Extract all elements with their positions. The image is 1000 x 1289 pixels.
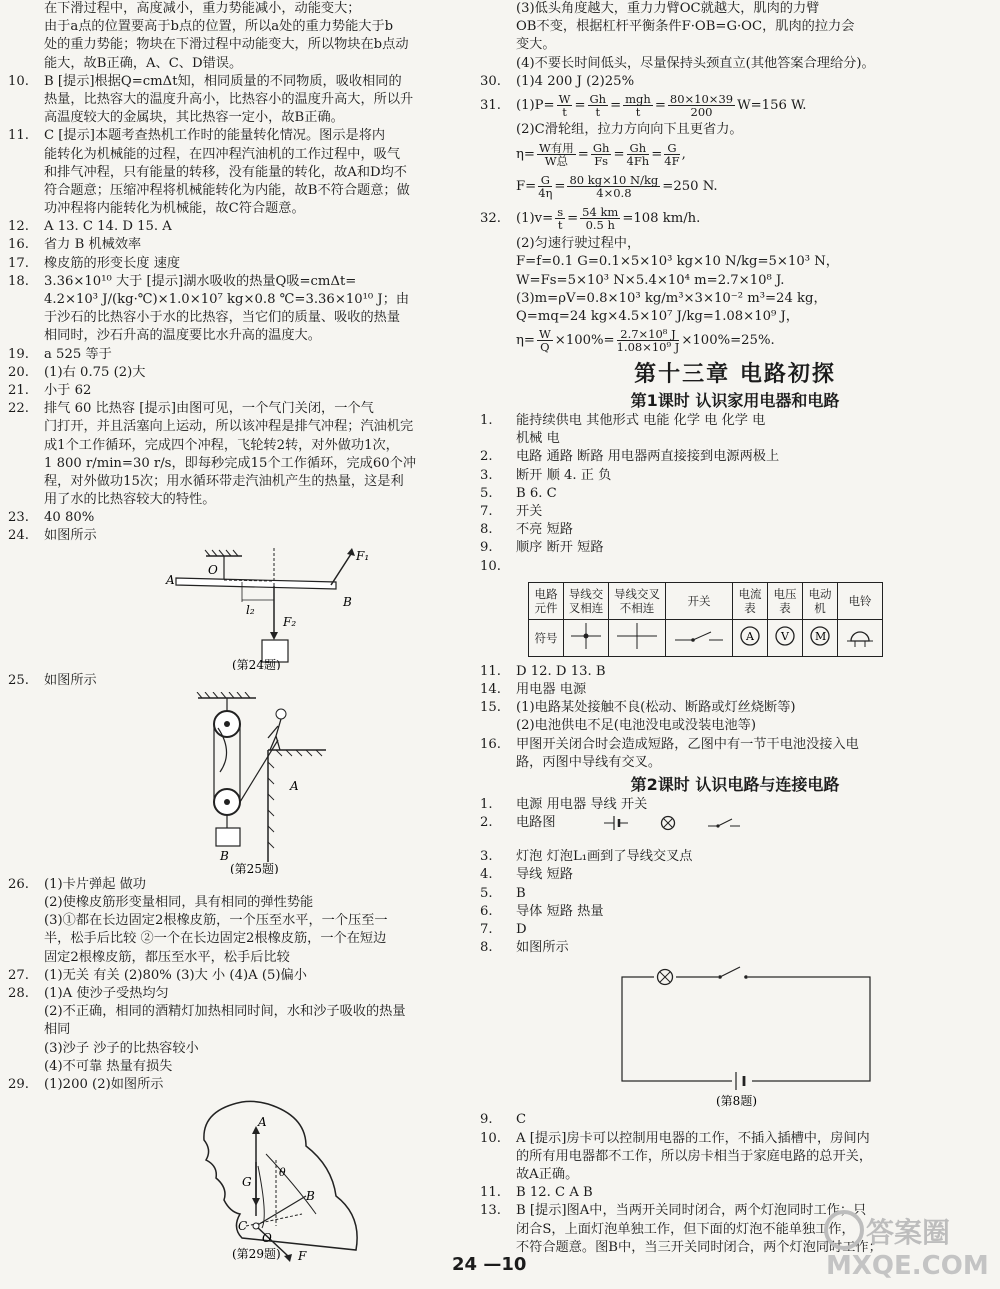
answer-text: 成1个工作循环，完成四个冲程，飞轮转2转，对外做功1次，	[44, 437, 399, 453]
voltmeter-symbol	[768, 619, 803, 656]
question-number: 23.	[8, 510, 29, 526]
figure-caption: (第8题)	[716, 1094, 757, 1109]
lamp-symbol	[662, 817, 675, 830]
answer-text: (2)不正确，相同的酒精灯加热相同时间，水和沙子吸收的热量	[44, 1004, 406, 1020]
answer-line	[478, 796, 992, 814]
question-number: 10.	[8, 73, 29, 89]
question-number: 11.	[8, 128, 29, 144]
question-number: 2.	[480, 815, 493, 831]
answer-text: 4.2×10³ J/(kg·℃)×1.0×10⁷ kg×0.8 ℃=3.36×10¹⁰ J；由	[44, 292, 410, 307]
answer-text: (2)匀速行驶过程中，	[516, 236, 641, 252]
table-header-cell: 电流表	[733, 582, 768, 619]
answer-text: (2)使橡皮筋形变量相同，具有相同的弹性势能	[44, 895, 314, 910]
watermark-logo	[822, 1200, 992, 1280]
section-2-answers-b	[478, 848, 992, 957]
answer-line	[6, 91, 472, 109]
answer-text: (1)4 200 J (2)25%	[516, 73, 635, 89]
question-number: 12.	[8, 219, 29, 235]
answer-text: a 525 等于	[44, 346, 112, 362]
answer-text: 3.36×10¹⁰ 大于 [提示]湖水吸收的热量Q吸=cmΔt=	[44, 273, 357, 289]
answer-text: 橡皮筋的形变长度 速度	[44, 255, 181, 271]
answer-text: 灯泡 灯泡L₁画到了导线交叉点	[516, 849, 693, 865]
equation-32-efficiency: η= $\frac{W}{Q}$ ×100%= $\frac{\text{2.7×10⁸ J}}{\text{1.08×10⁹ J}}$ ×100%=25%.	[516, 327, 775, 355]
question-number: 6.	[480, 903, 493, 919]
answer-text: (1)卡片弹起 做功	[44, 876, 146, 892]
circuit-symbols-row	[478, 832, 992, 848]
answer-text: 能大，故B正确，A、C、D错误。	[44, 55, 243, 71]
answer-text: (2)电池供电不足(电池没电或没装电池等)	[516, 718, 756, 734]
answer-line	[6, 109, 472, 127]
answer-text: 由于a点的位置要高于b点的位置，所以a处的重力势能大于b	[44, 19, 394, 35]
answer-text: (4)不可靠 热量有损失	[44, 1058, 173, 1074]
answer-line	[6, 291, 472, 309]
answer-line	[478, 1130, 992, 1148]
answer-text: 功冲程将内能转化为机械能，故C符合题意。	[44, 201, 305, 217]
answer-line	[478, 412, 992, 430]
circuit-symbol-table	[528, 582, 883, 657]
answer-line	[6, 912, 472, 930]
question-number: 10.	[480, 1130, 501, 1146]
table-header-cell: 开关	[666, 582, 733, 619]
question-number: 16.	[8, 237, 29, 253]
answer-text: A [提示]房卡可以控制用电器的工作，不插入插槽中，房间内	[516, 1130, 870, 1146]
answer-text: 排气 60 比热容 [提示]由图可见，一个气门关闭，一个气	[44, 401, 374, 417]
left-answers-block-2	[6, 876, 472, 1094]
label-G: G	[242, 1175, 252, 1190]
question-number: 11.	[480, 663, 501, 679]
label-F1: F₁	[356, 548, 370, 563]
answer-line	[6, 182, 472, 200]
answer-line	[6, 309, 472, 327]
head-lever-diagram	[6, 1096, 472, 1264]
answer-line	[6, 527, 472, 545]
answer-line	[478, 903, 992, 921]
answer-text: 在下滑过程中，高度减小，重力势能减小，动能变大；	[44, 1, 361, 16]
answer-line	[6, 73, 472, 91]
answer-line	[6, 1003, 472, 1021]
left-column	[6, 0, 472, 1266]
question-number: 1.	[480, 796, 493, 812]
table-header-row	[529, 582, 883, 619]
answer-text: F=f=0.1 G=0.1×5×10³ kg×10 N/kg=5×10³ N，	[516, 254, 839, 270]
answer-line	[478, 290, 992, 308]
question-number: 8.	[480, 940, 493, 956]
answer-line	[478, 467, 992, 485]
answer-line	[6, 418, 472, 436]
answer-line	[6, 55, 472, 73]
table-row-label: 符号	[529, 619, 564, 656]
right-answers-top	[478, 0, 992, 91]
answer-text: 如图所示	[516, 940, 569, 956]
answer-text: 符合题意；压缩冲程将机械能转化为内能，故B不符合题意；做	[44, 182, 410, 198]
question-number: 14.	[480, 681, 501, 697]
answer-line	[478, 1166, 992, 1184]
answer-line	[478, 485, 992, 503]
question-number: 26.	[8, 876, 29, 892]
question-number: 24.	[8, 528, 29, 544]
question-number: 21.	[8, 382, 29, 398]
answer-text: 热量，比热容大的温度升高小，比热容小的温度升高大，所以升	[44, 91, 414, 107]
answer-line-25: 25. 如图所示	[8, 672, 97, 688]
answer-line	[6, 18, 472, 36]
table-header-cell: 导线交叉相连	[564, 582, 609, 619]
answer-line	[6, 930, 472, 948]
answer-text: W=Fs=5×10³ N×5.4×10⁴ m=2.7×10⁸ J.	[516, 272, 785, 288]
question-number: 9.	[480, 540, 493, 556]
question-number: 13.	[480, 1203, 501, 1219]
section-title-1: 第1课时 认识家用电器和电路	[630, 391, 840, 411]
answer-line	[478, 1111, 992, 1129]
answer-line	[6, 327, 472, 345]
answer-line	[6, 364, 472, 382]
lever-diagram	[6, 548, 472, 670]
answer-line	[6, 967, 472, 985]
answer-text: 小于 62	[44, 382, 92, 398]
table-symbol-row	[529, 619, 883, 656]
question-number: 3.	[480, 467, 493, 483]
answer-text: 相同	[44, 1022, 71, 1038]
answer-text: (1)200 (2)如图所示	[44, 1076, 164, 1092]
crossing-symbol	[609, 619, 666, 656]
figure-8	[478, 959, 992, 1109]
answer-text: 相同时，沙石升高的温度要比水升高的温度大。	[44, 328, 321, 344]
label-O: O	[262, 1231, 272, 1246]
table-header-cell: 电铃	[838, 582, 883, 619]
answer-line	[478, 681, 992, 699]
question-number: 17.	[8, 255, 29, 271]
answer-text: 变大。	[516, 37, 556, 53]
answer-line	[6, 985, 472, 1003]
answer-text: 程，对外做功15次；用水循环带走汽油机产生的热量，这是利	[44, 473, 404, 489]
answer-text: 断开 顺 4. 正 负	[516, 467, 612, 483]
junction-symbol	[564, 619, 609, 656]
answer-line	[6, 273, 472, 291]
answer-text: B	[516, 885, 526, 901]
figure-caption: (第25题)	[230, 861, 279, 874]
answer-text: 机械 电	[516, 431, 560, 447]
answer-line	[6, 1021, 472, 1039]
label-A: A	[258, 1115, 267, 1130]
answer-line	[6, 346, 472, 364]
watermark-icon	[822, 1200, 992, 1280]
answer-line	[478, 699, 992, 717]
svg-text:A: A	[746, 630, 754, 644]
answer-text: A 13. C 14. D 15. A	[44, 219, 172, 235]
answer-text: (3)沙子 沙子的比热容较小	[44, 1040, 199, 1056]
answer-text: D 12. D 13. B	[516, 663, 606, 679]
answer-line	[6, 164, 472, 182]
answer-text: (4)不要长时间低头，尽量保持头颈直立(其他答案合理给分)。	[516, 55, 875, 71]
figure-29	[6, 1096, 472, 1264]
label-theta: θ	[279, 1166, 286, 1180]
answer-line	[478, 539, 992, 557]
answer-text: 闭合S，上面灯泡单独工作，但下面的灯泡不能单独工作，	[516, 1221, 855, 1237]
question-number: 2.	[480, 449, 493, 465]
answer-line	[478, 885, 992, 903]
answer-line	[6, 1076, 472, 1094]
label-O: O	[208, 562, 218, 577]
answer-text: 用了水的比热容较大的特性。	[44, 492, 216, 508]
answer-text: 固定2根橡皮筋，都压至水平，松手后比较	[44, 949, 290, 965]
answer-line	[478, 1148, 992, 1166]
answer-line	[6, 949, 472, 967]
answer-text: Q=mq=24 kg×4.5×10⁷ J/kg=1.08×10⁹ J，	[516, 308, 799, 324]
svg-text:M: M	[815, 630, 827, 644]
svg-text:MXQE.COM: MXQE.COM	[826, 1251, 989, 1280]
answer-line	[478, 253, 992, 271]
answer-line	[6, 876, 472, 894]
section-title-2: 第2课时 认识电路与连接电路	[630, 774, 840, 794]
answer-line	[6, 509, 472, 527]
answer-line	[6, 400, 472, 418]
answer-line	[478, 0, 992, 18]
answer-text: (1)右 0.75 (2)大	[44, 364, 146, 380]
answer-line	[6, 491, 472, 509]
answer-line	[6, 200, 472, 218]
answer-text: 电源 用电器 导线 开关	[516, 796, 648, 812]
answer-text: (3)①都在长边固定2根橡皮筋，一个压至水平，一个压至一	[44, 913, 388, 929]
table-header-cell: 电动机	[803, 582, 838, 619]
answer-text: 处的重力势能；物块在下滑过程中动能变大，所以物块在b点动	[44, 37, 409, 53]
answer-line	[478, 717, 992, 735]
chapter-title: 第十三章 电路初探	[634, 362, 836, 388]
answer-line	[478, 55, 992, 73]
answer-text: 导体 短路 热量	[516, 903, 604, 919]
answer-line	[478, 663, 992, 681]
battery-symbol	[604, 816, 628, 830]
label-B: B	[306, 1189, 315, 1204]
answer-text: 省力 B 机械效率	[44, 237, 142, 253]
page-number: 24 —10	[452, 1254, 527, 1275]
label-A: A	[166, 572, 175, 587]
answer-line	[6, 36, 472, 54]
answer-text: 的所有用电器都不工作，所以房卡相当于家庭电路的总开关，	[516, 1148, 873, 1164]
answer-text: (3)m=ρV=0.8×10³ kg/m³×3×10⁻² m³=24 kg，	[516, 290, 827, 306]
equation-32-speed: 32. (1)v= $\frac{s}{t}$ = $\frac{54 km}{0.5 h}$ =108 km/h.	[480, 205, 701, 233]
answer-line	[6, 1058, 472, 1076]
equation-31-efficiency: η= $\frac{\text{W有用}}{\text{W总}}$ = $\frac{Gh}{Fs}$ = $\frac{Gh}{4Fh}$ = $\frac{G}{4F}$ ,	[516, 141, 686, 169]
pulley-diagram	[6, 692, 472, 874]
answer-line	[6, 382, 472, 400]
answer-line	[478, 308, 992, 326]
answer-line	[478, 754, 992, 772]
answer-line	[478, 36, 992, 54]
ammeter-symbol	[733, 619, 768, 656]
question-number: 5.	[480, 885, 493, 901]
answer-line	[478, 272, 992, 290]
answer-text: 电路图	[516, 815, 556, 831]
label-C: C	[238, 1219, 248, 1234]
label-B: B	[220, 848, 229, 863]
answer-line	[478, 235, 992, 253]
answer-line	[6, 255, 472, 273]
answer-text: D	[516, 922, 527, 937]
answer-text: 顺序 断开 短路	[516, 540, 604, 556]
answer-text: 半，松手后比较 ②一个在长边固定2根橡皮筋，一个在短边	[44, 931, 387, 947]
answer-line	[478, 503, 992, 521]
answer-line	[478, 939, 992, 957]
section-1-answers-b	[478, 663, 992, 772]
answer-text: (1)A 使沙子受热均匀	[44, 985, 169, 1001]
question-number: 18.	[8, 273, 29, 289]
label-F2: F₂	[283, 614, 297, 629]
answer-text: 40 80%	[44, 510, 95, 526]
question-number: 27.	[8, 967, 29, 983]
answer-line	[478, 18, 992, 36]
answer-text: 导线 短路	[516, 867, 573, 883]
switch-symbol	[708, 819, 740, 828]
answer-31-part2: (2)C滑轮组，拉力方向向下且更省力。	[516, 121, 743, 137]
question-number: 15.	[480, 700, 501, 716]
answer-text: 开关	[516, 504, 543, 519]
answer-line	[478, 448, 992, 466]
answer-text: 能转化为机械能的过程，在四冲程汽油机的工作过程中，吸气	[44, 146, 401, 162]
answer-text: B [提示]图A中，当两开关同时闭合，两个灯泡同时工作；只	[516, 1203, 867, 1219]
answer-line	[6, 218, 472, 236]
answer-line	[6, 473, 472, 491]
equation-31-force: F= $\frac{G}{4\eta}$ = $\frac{80 kg\times 10 N/kg}{4\times 0.8}$ =250 N.	[516, 173, 718, 201]
answer-line	[478, 558, 992, 576]
answer-text: B [提示]根据Q=cmΔt知，相同质量的不同物质，吸收相同的	[44, 73, 402, 89]
question-number: 20.	[8, 364, 29, 380]
answer-line	[478, 521, 992, 539]
answer-text: 故A正确。	[516, 1166, 579, 1182]
answer-text: C [提示]本题考查热机工作时的能量转化情况。图示是将内	[44, 128, 386, 144]
answer-text: 用电器 电源	[516, 681, 587, 697]
answer-text: 于沙石的比热容小于水的比热容，当它们的质量、吸收的热量	[44, 310, 401, 326]
question-number: 10.	[480, 558, 501, 574]
answer-line	[6, 437, 472, 455]
answer-line	[478, 921, 992, 939]
answer-text: 如图所示	[44, 528, 97, 544]
svg-text:V: V	[781, 630, 789, 644]
answer-text: 1 800 r/min=30 r/s，即每秒完成15个工作循环，完成60个冲	[44, 455, 417, 471]
answer-text: (1)无关 有关 (2)80% (3)大 小 (4)A (5)偏小	[44, 967, 307, 983]
answer-text: C	[516, 1112, 527, 1128]
motor-symbol	[803, 619, 838, 656]
question-number: 29.	[8, 1076, 29, 1092]
question-number: 7.	[480, 922, 493, 937]
answer-line	[6, 146, 472, 164]
question-number: 8.	[480, 522, 493, 538]
label-B: B	[343, 594, 352, 609]
answer-line	[6, 127, 472, 145]
answer-text: 甲图开关闭合时会造成短路，乙图中有一节干电池没接入电	[516, 736, 859, 752]
question-number: 7.	[480, 504, 493, 519]
question-number: 30.	[480, 73, 501, 89]
answer-line	[478, 848, 992, 866]
answer-line	[6, 1040, 472, 1058]
answer-line	[478, 736, 992, 754]
answer-text: B 12. C A B	[516, 1185, 593, 1201]
answer-line	[478, 430, 992, 448]
label-A: A	[290, 778, 299, 793]
answer-text: 能持续供电 其他形式 电能 化学 电 化学 电	[516, 413, 766, 429]
answer-text: 不亮 短路	[516, 522, 573, 538]
answer-line	[478, 73, 992, 91]
answer-text: (1)电路某处接触不良(松动、断路或灯丝烧断等)	[516, 700, 796, 716]
answer-text: 门打开，并且活塞向上运动，所以该冲程是排气冲程；汽油机完	[44, 419, 414, 435]
right-column	[478, 0, 992, 1257]
question-number: 16.	[480, 736, 501, 752]
answer-text: 和排气冲程，只有能量的转移，没有能量的转化，故A和D均不	[44, 164, 407, 180]
bell-symbol	[838, 619, 883, 656]
answer-text: OB不变，根据杠杆平衡条件F·OB=G·OC，肌肉的拉力会	[516, 19, 855, 35]
label-F: F	[298, 1249, 307, 1264]
answer-line	[6, 894, 472, 912]
switch-symbol	[666, 619, 733, 656]
answer-line	[6, 455, 472, 473]
equation-31-power: 31. (1)P= $\frac{W}{t}$ = $\frac{Gh}{t}$ = $\frac{\text{mgh}}{t}$ = $\frac{80\times 10\times 39}{200}$ W=156 W.	[480, 91, 807, 119]
answer-text: 电路 通路 断路 用电器两直接接到电源两极上	[516, 449, 780, 465]
answer-line	[478, 866, 992, 884]
left-answers-block-1	[6, 0, 472, 546]
question-number: 1.	[480, 413, 493, 429]
question-number: 28.	[8, 985, 29, 1001]
answer-text: 高温度较大的金属块，其比热容一定小，故B正确。	[44, 110, 344, 126]
figure-caption: (第24题)	[232, 657, 281, 670]
question-number: 9.	[480, 1112, 493, 1128]
question-number: 22.	[8, 401, 29, 417]
svg-text:答案圈: 答案圈	[866, 1216, 951, 1249]
answer-text: 路，丙图中导线有交叉。	[516, 754, 662, 770]
right-answers-32	[478, 235, 992, 326]
answer-text: (3)低头角度越大，重力力臂OC就越大，肌肉的力臂	[516, 1, 820, 16]
label-l2: l₂	[246, 602, 255, 617]
answer-text: B 6. C	[516, 485, 557, 501]
figure-24	[6, 548, 472, 670]
table-header-cell: 导线交叉不相连	[609, 582, 666, 619]
answer-text: 不符合题意。图B中，当三开关同时闭合，两个灯泡同时工作；	[516, 1239, 882, 1255]
table-header-cell: 电路元件	[529, 582, 564, 619]
answer-line	[6, 236, 472, 254]
figure-caption: (第29题)	[232, 1247, 281, 1262]
question-number: 3.	[480, 849, 493, 865]
question-number: 4.	[480, 867, 493, 883]
question-number: 19.	[8, 346, 29, 362]
section-1-answers	[478, 412, 992, 576]
question-number: 5.	[480, 485, 493, 501]
figure-25	[6, 692, 472, 874]
table-header-cell: 电压表	[768, 582, 803, 619]
question-number: 11.	[480, 1185, 501, 1201]
circuit-diagram	[478, 959, 992, 1109]
answer-line	[6, 0, 472, 18]
